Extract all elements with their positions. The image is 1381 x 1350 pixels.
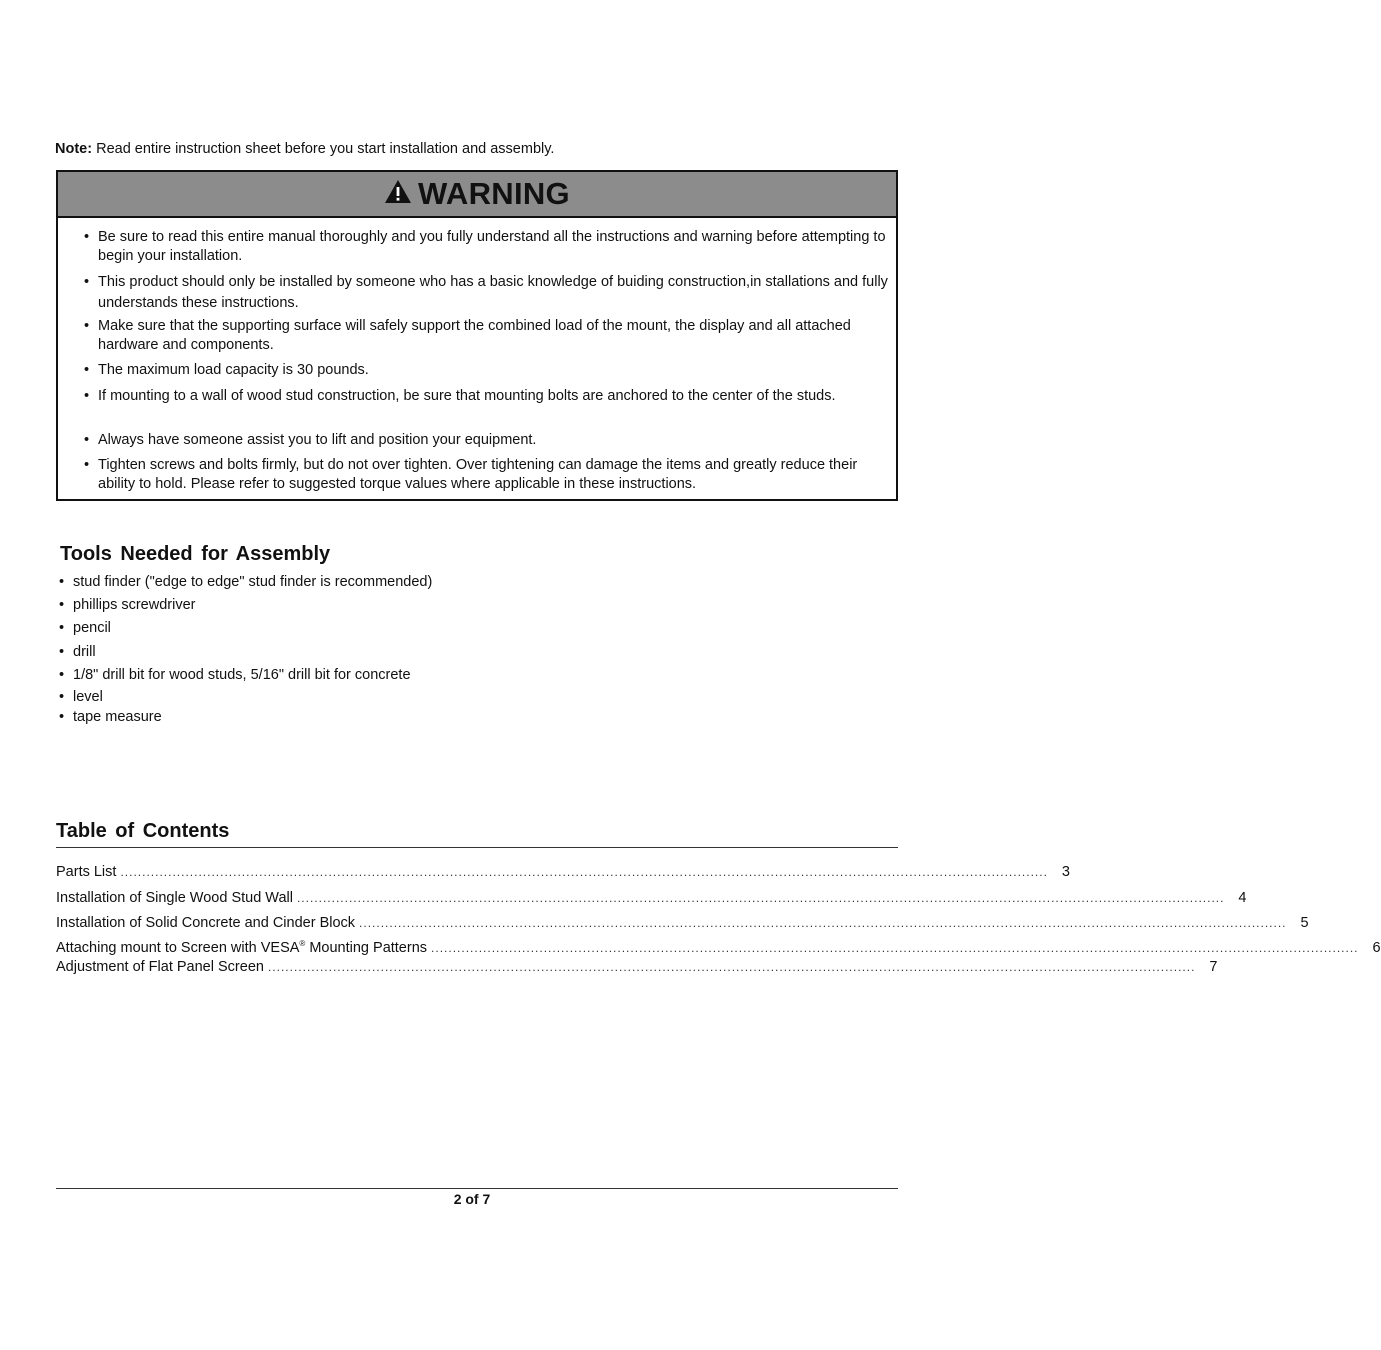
tool-item	[59, 667, 411, 683]
toc-entry-page: 7	[1209, 959, 1218, 975]
toc-heading: Table of Contents	[56, 820, 230, 842]
tool-item	[59, 689, 103, 705]
tool-item-text: tape measure	[73, 709, 162, 725]
toc-leader-dots: ......................................................................................................................................................................................................................	[267, 960, 1196, 974]
warning-item-text: If mounting to a wall of wood stud construction, be sure that mounting bolts are anchored to the center of the studs.	[98, 388, 836, 404]
toc-entry-label: Adjustment of Flat Panel Screen	[56, 959, 264, 975]
warning-triangle-icon	[384, 176, 412, 212]
bullet: •	[59, 620, 65, 636]
bullet: •	[59, 709, 65, 725]
toc-entry[interactable]	[56, 939, 1381, 956]
warning-item	[84, 431, 888, 450]
tool-item	[59, 574, 433, 590]
bullet: •	[84, 457, 90, 473]
bullet: •	[59, 667, 65, 683]
toc-entry[interactable]	[56, 959, 1218, 975]
tool-item	[59, 709, 162, 725]
bullet: •	[59, 597, 65, 613]
note-text: Read entire instruction sheet before you start installation and assembly.	[92, 141, 555, 157]
toc-entry-label: Installation of Single Wood Stud Wall	[56, 890, 293, 906]
bullet: •	[84, 432, 90, 448]
tool-item-text: phillips screwdriver	[73, 597, 196, 613]
toc-entry-label: Attaching mount to Screen with VESA	[56, 939, 300, 956]
toc-entry-page: 3	[1061, 864, 1070, 880]
tool-item-text: drill	[73, 644, 96, 660]
bullet: •	[84, 318, 90, 334]
bullet: •	[84, 274, 90, 290]
tool-item-text: 1/8" drill bit for wood studs, 5/16" drill bit for concrete	[73, 667, 411, 683]
tool-item	[59, 597, 196, 613]
warning-title-text: WARNING	[418, 176, 570, 211]
warning-item-text: Be sure to read this entire manual thoroughly and you fully understand all the instructions and warning before attempting to begin your installation.	[98, 229, 886, 264]
toc-entry-page: 6	[1372, 939, 1381, 956]
tools-heading: Tools Needed for Assembly	[60, 543, 331, 565]
toc-divider	[56, 847, 898, 848]
tool-item	[59, 620, 111, 636]
toc-entry[interactable]	[56, 890, 1247, 906]
toc-entry[interactable]	[56, 864, 1070, 880]
bullet: •	[84, 388, 90, 404]
warning-item	[84, 272, 888, 314]
warning-item	[84, 387, 838, 406]
warning-item	[84, 456, 888, 494]
tool-item	[59, 644, 96, 660]
toc-leader-dots: ......................................................................................................................................................................................................................	[359, 916, 1287, 930]
registered-mark: ®	[299, 939, 306, 948]
bullet: •	[59, 689, 65, 705]
warning-box	[56, 170, 898, 501]
warning-item	[84, 228, 888, 266]
bullet: •	[59, 644, 65, 660]
toc-entry-label: Parts List	[56, 864, 117, 880]
toc-entry[interactable]	[56, 915, 1309, 931]
toc-entry-label: Installation of Solid Concrete and Cinder Block	[56, 915, 356, 931]
toc-leader-dots: ......................................................................................................................................................................................................................	[296, 891, 1225, 905]
toc-entry-label-group	[56, 939, 427, 956]
bullet: •	[84, 229, 90, 245]
warning-title	[384, 176, 570, 212]
toc-entry-label-suffix: Mounting Patterns	[305, 939, 428, 956]
warning-item-text: Tighten screws and bolts firmly, but do not over tighten. Over tightening can damage the items and greatly reduce their ability to hold. Please refer to suggested torque values where applicable in these instructions.	[98, 457, 858, 492]
tool-item-text: pencil	[73, 620, 111, 636]
warning-item-text: Make sure that the supporting surface will safely support the combined load of the mount, the display and all attached hardware and components.	[98, 318, 851, 353]
footer-divider	[56, 1188, 898, 1189]
warning-item-text: Always have someone assist you to lift and position your equipment.	[98, 432, 537, 448]
warning-header	[58, 172, 896, 218]
warning-item-text: This product should only be installed by someone who has a basic knowledge of buiding construction,in stallations and fully understands these instructions.	[98, 274, 888, 311]
page-number: 2 of 7	[453, 1191, 491, 1207]
toc-entry-page: 5	[1300, 915, 1309, 931]
tool-item-text: level	[73, 689, 103, 705]
bullet: •	[59, 574, 65, 590]
bullet: •	[84, 362, 90, 378]
toc-leader-dots: ......................................................................................................................................................................................................................	[120, 865, 1048, 879]
toc-entry-page: 4	[1238, 890, 1247, 906]
toc-leader-dots: ......................................................................................................................................................................................................................	[431, 940, 1359, 955]
warning-item	[84, 361, 888, 380]
warning-item	[84, 317, 888, 355]
warning-item-text: The maximum load capacity is 30 pounds.	[98, 362, 369, 378]
note-label: Note:	[55, 141, 93, 157]
note-line	[55, 141, 554, 157]
tool-item-text: stud finder ("edge to edge" stud finder is recommended)	[73, 574, 433, 590]
